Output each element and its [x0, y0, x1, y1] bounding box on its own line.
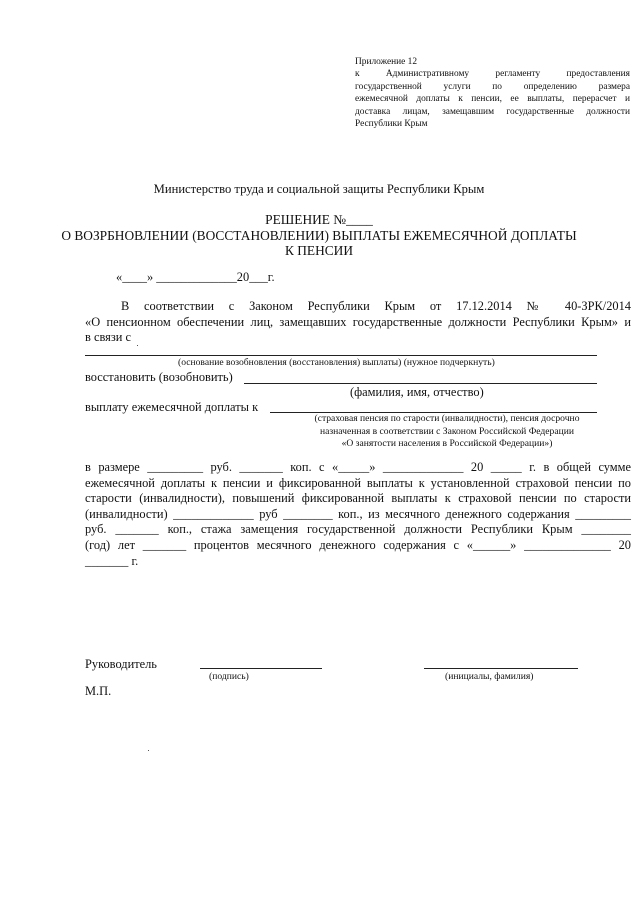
amount-paragraph	[85, 460, 631, 569]
fio-hint: (фамилия, имя, отчество)	[350, 385, 484, 399]
paragraph-line: (инвалидности) _____________ руб ________ коп., из месячного денежного содержания _________	[85, 506, 631, 521]
paragraph-line: старости (инвалидности), повышений фиксированной выплаты к страховой пенсии по старости	[85, 491, 631, 506]
scan-speck	[148, 750, 149, 751]
basis-field-line	[85, 355, 597, 356]
appendix-line: государственной услуги по определению размера	[355, 81, 630, 92]
restore-label: восстановить (возобновить)	[85, 370, 233, 384]
stamp-label: М.П.	[85, 684, 112, 698]
appendix-note	[355, 56, 630, 130]
decision-subtitle: К ПЕНСИИ	[284, 243, 354, 258]
appendix-number: Приложение 12	[355, 57, 418, 67]
date-line: «____» _____________20___г.	[116, 270, 275, 284]
pension-hint	[297, 413, 597, 451]
appendix-line: доставка лицам, замещавшим государственные должности	[355, 106, 630, 117]
name-field-line	[424, 668, 578, 669]
name-hint: (инициалы, фамилия)	[445, 671, 534, 682]
payment-label: выплату ежемесячной доплаты к	[85, 400, 259, 414]
legal-basis-paragraph	[85, 299, 631, 346]
signature-field-line	[200, 668, 322, 669]
scan-speck	[137, 345, 138, 346]
ministry-name: Министерство труда и социальной защиты Республики Крым	[153, 182, 485, 196]
pension-hint-line: (страховая пенсия по старости (инвалидности), пенсия досрочно	[314, 413, 580, 424]
appendix-line: ежемесячной доплаты к пенсии, ее выплаты, перерасчет и	[355, 94, 630, 105]
paragraph-line: в связи с	[85, 330, 131, 345]
decision-subtitle: О ВОЗРБНОВЛЕНИИ (ВОССТАНОВЛЕНИИ) ВЫПЛАТЫ ЕЖЕМЕСЯЧНОЙ ДОПЛАТЫ	[61, 227, 577, 243]
pension-hint-line: назначенная в соответствии с Законом Российской Федерации	[319, 425, 575, 437]
appendix-line: к Административному регламенту предоставления	[355, 69, 630, 80]
paragraph-line: в размере _________ руб. _______ коп. с «_____» _____________ 20 _____ г. в общей сумме	[85, 460, 631, 474]
paragraph-line: _______ г.	[85, 553, 139, 568]
fio-field-line	[244, 383, 597, 384]
paragraph-line: «О пенсионном обеспечении лиц, замещавших государственные должности Республики Крым» и	[85, 314, 631, 329]
head-label: Руководитель	[85, 657, 157, 671]
paragraph-line: (год) лет _______ процентов месячного денежного содержания с «______» ______________ 20	[85, 537, 631, 552]
decision-header	[0, 212, 638, 259]
paragraph-line: ежемесячной доплаты к пенсии и фиксированной выплаты к установленной страховой пенсии по	[85, 475, 631, 490]
basis-hint: (основание возобновления (восстановления) выплаты) (нужное подчеркнуть)	[178, 357, 495, 368]
paragraph-line: руб. _______ коп., стажа замещения государственной должности Республики Крым ________	[85, 522, 631, 537]
paragraph-line: В соответствии с Законом Республики Крым от 17.12.2014 № 40-ЗРК/2014	[121, 299, 631, 313]
signature-hint: (подпись)	[209, 671, 249, 682]
appendix-line: Республики Крым	[355, 119, 428, 130]
decision-title: РЕШЕНИЕ №____	[265, 212, 373, 227]
pension-hint-line: «О занятости населения в Российской Федерации»)	[341, 438, 553, 450]
